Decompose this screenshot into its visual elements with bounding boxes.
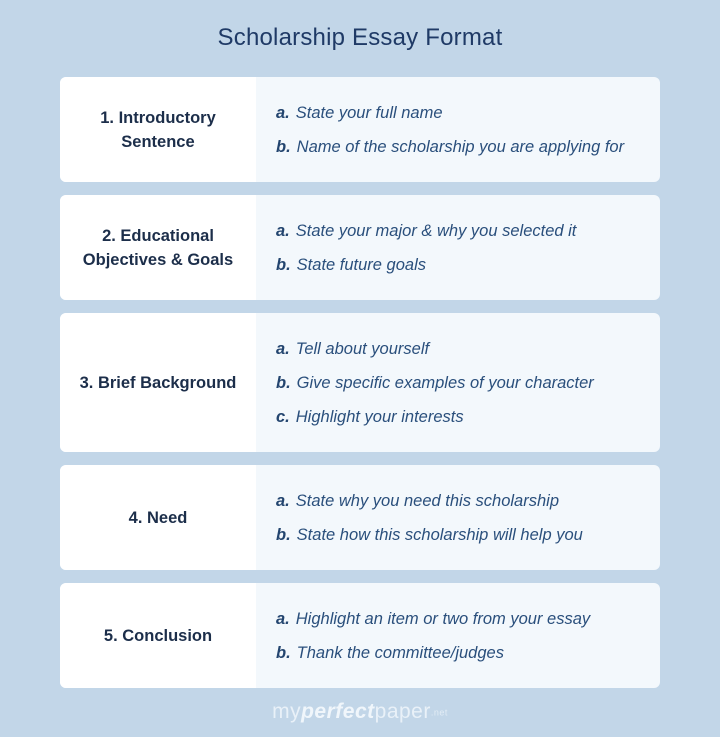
row-label <box>60 195 256 300</box>
item-letter: b. <box>276 373 291 392</box>
logo-part: paper <box>374 700 431 723</box>
page-title: Scholarship Essay Format <box>217 24 503 51</box>
format-row-introductory <box>60 77 660 182</box>
row-label <box>60 583 256 688</box>
format-row-conclusion <box>60 583 660 688</box>
list-item <box>276 366 660 400</box>
logo-part: my <box>272 700 302 723</box>
list-item <box>276 400 660 434</box>
list-item <box>276 248 660 282</box>
format-row-background <box>60 313 660 452</box>
item-text: Highlight your interests <box>295 407 464 426</box>
item-text: State future goals <box>296 255 427 274</box>
list-item <box>276 332 660 366</box>
item-letter: b. <box>276 643 291 662</box>
item-letter: a. <box>276 221 290 240</box>
item-text: State why you need this scholarship <box>295 491 560 510</box>
row-label-line: 1. Introductory <box>100 108 216 127</box>
item-letter: b. <box>276 255 291 274</box>
row-label-line: 5. Conclusion <box>103 626 213 645</box>
item-text: State how this scholarship will help you <box>296 525 583 544</box>
row-items <box>256 465 660 570</box>
item-letter: a. <box>276 609 290 628</box>
logo-part: .net <box>430 707 448 718</box>
item-text: Tell about yourself <box>295 339 430 358</box>
list-item <box>276 602 660 636</box>
list-item <box>276 484 660 518</box>
item-text: Name of the scholarship you are applying for <box>296 137 625 156</box>
row-label-line: Sentence <box>121 132 195 151</box>
item-text: State your major & why you selected it <box>295 221 577 240</box>
brand-logo <box>0 700 720 724</box>
row-label <box>60 77 256 182</box>
item-letter: b. <box>276 137 291 156</box>
row-label <box>60 465 256 570</box>
row-items <box>256 583 660 688</box>
list-item <box>276 518 660 552</box>
list-item <box>276 130 660 164</box>
format-row-need <box>60 465 660 570</box>
logo-part: perfect <box>301 700 375 723</box>
list-item <box>276 96 660 130</box>
row-label-line: Objectives & Goals <box>82 250 234 269</box>
item-text: Give specific examples of your character <box>296 373 594 392</box>
row-label-line: 2. Educational <box>102 226 214 245</box>
row-label <box>60 313 256 452</box>
row-items <box>256 195 660 300</box>
item-letter: a. <box>276 491 290 510</box>
row-items <box>256 77 660 182</box>
list-item <box>276 214 660 248</box>
row-label-line: 4. Need <box>128 508 188 527</box>
item-text: Thank the committee/judges <box>296 643 504 662</box>
item-letter: a. <box>276 339 290 358</box>
item-letter: c. <box>276 407 290 426</box>
format-row-educational <box>60 195 660 300</box>
row-label-line: 3. Brief Background <box>79 373 237 392</box>
item-text: State your full name <box>295 103 443 122</box>
item-text: Highlight an item or two from your essay <box>295 609 591 628</box>
row-items <box>256 313 660 452</box>
item-letter: b. <box>276 525 291 544</box>
list-item <box>276 636 660 670</box>
item-letter: a. <box>276 103 290 122</box>
